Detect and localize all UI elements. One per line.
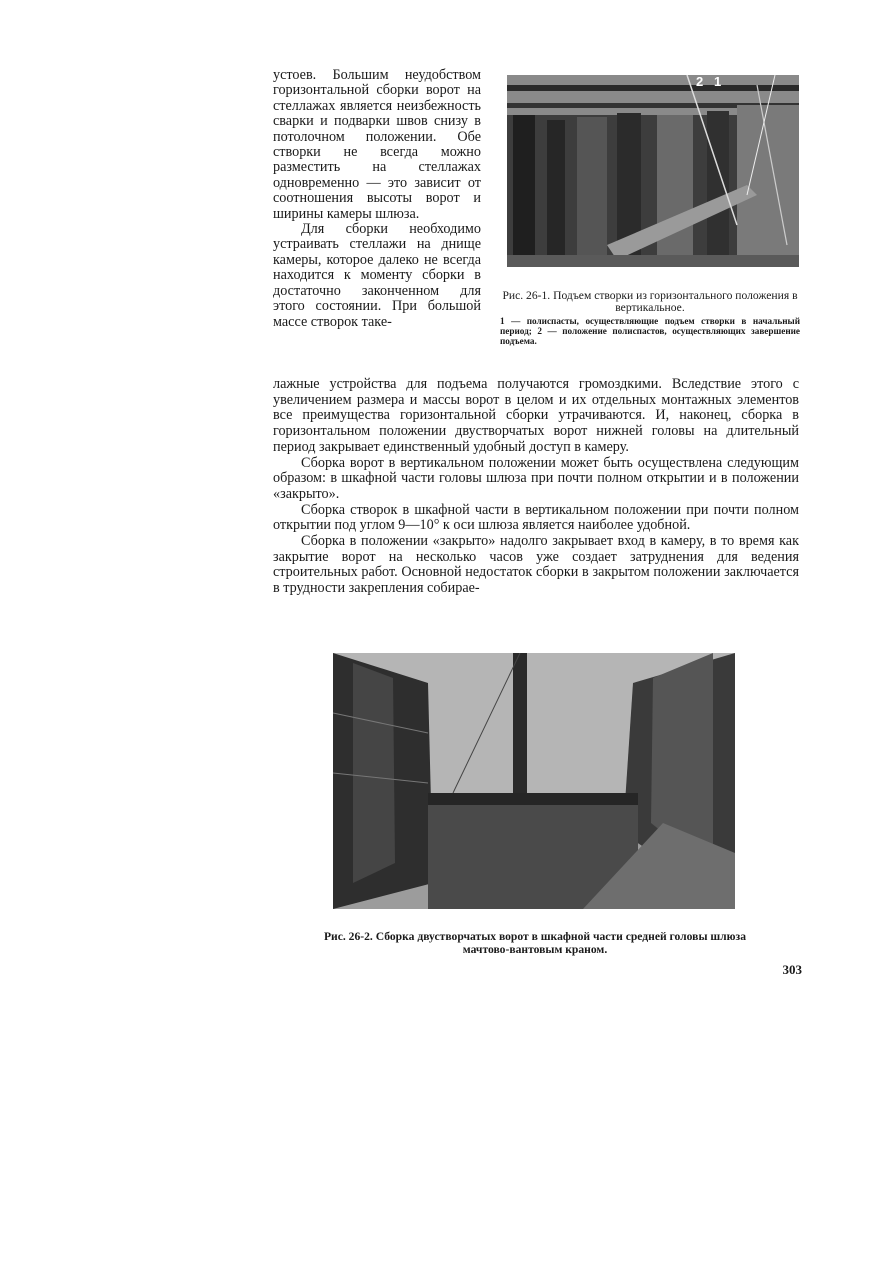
figure-1-caption: Рис. 26-1. Подъем створки из горизонтального положения в вертикальное. [502,289,798,315]
figure-1-label-2: 2 [696,74,704,89]
figure-2-caption: Рис. 26-2. Сборка двустворчатых ворот в шкафной части средней головы шлюза мачтово-вантовым краном. [323,930,747,957]
figure-1-photo [507,75,799,267]
paragraph: лажные устройства для подъема получаются громоздкими. Вследствие этого с увеличением размера и массы ворот в целом и их отдельных монтажных элементов все преимущества горизонтальной сборки утрачиваются. И, наконец, сборка в горизонтальном положении двустворчатых ворот нижней головы на длительный период закрывает единственный удобный доступ в камеру. [273,376,799,455]
column-text [273,68,481,330]
paragraph: Для сборки необходимо устраивать стеллажи на днище камеры, которое далеко не всегда находится к моменту сборки в достаточно законченном для этого состоянии. При большой массе створок таке- [273,221,481,330]
paragraph: устоев. Большим неудобством горизонтальной сборки ворот на стеллажах является неизбежность сварки и подварки швов снизу в потолочном положении. Обе створки не всегда можно разместить на стеллажах одновременно — это зависит от соотношения высоты ворот и ширины камеры шлюза. [273,67,481,222]
figure-2-photo [333,653,735,909]
figure-1-legend: 1 — полиспасты, осуществляющие подъем створки в начальный период; 2 — положение полиспастов, осуществляющих завершение подъема. [500,316,800,346]
paragraph: Сборка в положении «закрыто» надолго закрывает вход в камеру, в то время как закрытие ворот на несколько часов уже создает затруднения для ведения строительных работ. Основной недостаток сборки в закрытом положении заключается в трудности закрепления собирае- [273,533,799,597]
figure-1-label-1: 1 [714,74,722,89]
paragraph: Сборка створок в шкафной части в вертикальном положении при почти полном открытии под углом 9—10° к оси шлюза является наиболее удобной. [273,501,799,534]
paragraph: Сборка ворот в вертикальном положении может быть осуществлена следующим образом: в шкафной части головы шлюза при почти полном открытии и в положении «закрыто». [273,454,799,502]
full-width-text [273,377,799,597]
page-number: 303 [782,962,802,977]
